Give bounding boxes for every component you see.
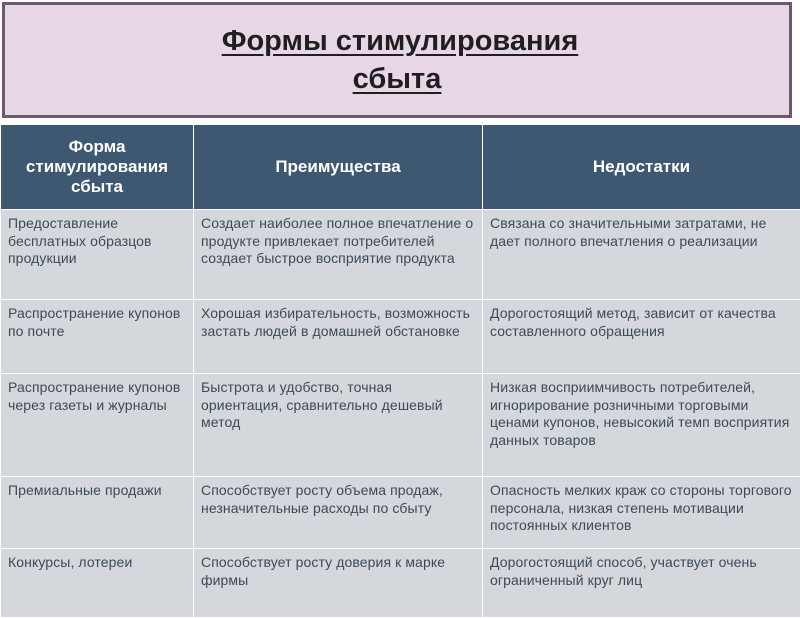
table-row xyxy=(1,477,800,549)
title-banner xyxy=(2,2,792,118)
sales-promotion-table xyxy=(0,124,800,618)
table-row xyxy=(1,374,800,477)
table-row xyxy=(1,300,800,374)
table-row xyxy=(1,210,800,300)
cell-disadvantages: Дорогостоящий метод, зависит от качества составленного обращения xyxy=(483,300,800,374)
table-header-row xyxy=(1,125,800,210)
title-line-1: Формы стимулирования xyxy=(222,22,579,60)
cell-advantages: Быстрота и удобство, точная ориентация, сравнительно дешевый метод xyxy=(194,374,483,477)
cell-disadvantages: Низкая восприимчивость потребителей, игнорирование розничными торговыми ценами купонов, невысокий темп восприятия данных товаров xyxy=(483,374,800,477)
cell-disadvantages: Дорогостоящий способ, участвует очень ограниченный круг лиц xyxy=(483,549,800,618)
cell-disadvantages: Опасность мелких краж со стороны торгового персонала, низкая степень мотивации постоянных клиентов xyxy=(483,477,800,549)
cell-form: Конкурсы, лотереи xyxy=(1,549,194,618)
cell-disadvantages: Связана со значительными затратами, не дает полного впечатления о реализации xyxy=(483,210,800,300)
header-form: Форма стимулирования сбыта xyxy=(1,125,194,210)
cell-form: Предоставление бесплатных образцов продукции xyxy=(1,210,194,300)
cell-advantages: Способствует росту объема продаж, незначительные расходы по сбыту xyxy=(194,477,483,549)
table-row xyxy=(1,549,800,618)
cell-form: Премиальные продажи xyxy=(1,477,194,549)
header-disadvantages: Недостатки xyxy=(483,125,800,210)
cell-advantages: Способствует росту доверия к марке фирмы xyxy=(194,549,483,618)
cell-advantages: Хорошая избирательность, возможность застать людей в домашней обстановке xyxy=(194,300,483,374)
cell-advantages: Создает наиболее полное впечатление о продукте привлекает потребителей создает быстрое восприятие продукта xyxy=(194,210,483,300)
title-line-2: сбыта xyxy=(353,60,442,98)
header-advantages: Преимущества xyxy=(194,125,483,210)
cell-form: Распространение купонов по почте xyxy=(1,300,194,374)
cell-form: Распространение купонов через газеты и журналы xyxy=(1,374,194,477)
